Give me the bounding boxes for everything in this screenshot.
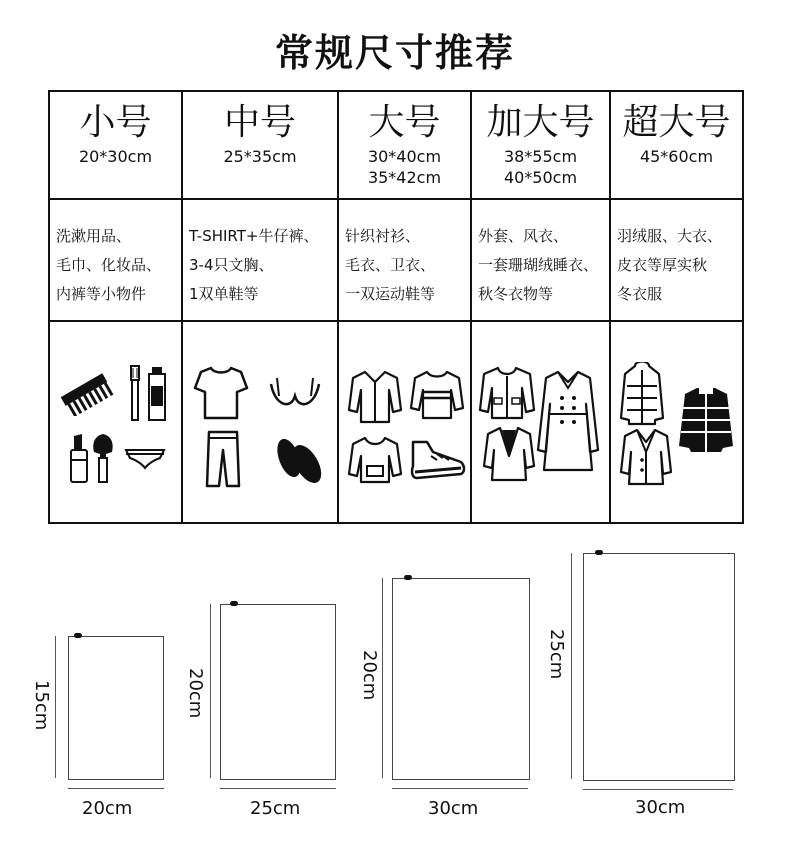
width-arrow (220, 788, 336, 789)
overcoat-icon (619, 428, 673, 486)
cardigan-icon (482, 426, 536, 482)
width-arrow (392, 788, 528, 789)
height-arrow (382, 578, 383, 778)
underwear-icon (124, 448, 166, 470)
trench-coat-icon (536, 370, 600, 474)
height-arrow (210, 604, 211, 778)
icon-cell-xxlarge (610, 321, 743, 523)
hang-hole (74, 633, 82, 638)
comb-icon (58, 370, 114, 416)
makeup-brush-icon (90, 432, 116, 484)
usage-cell-small (49, 199, 182, 321)
usage-text: 针织衬衫、 毛衣、卫衣、 一双运动鞋等 (345, 227, 436, 303)
width-label: 30cm (428, 798, 479, 819)
toothpaste-icon (146, 366, 168, 422)
down-jacket-icon (619, 362, 665, 426)
usage-cell-large (338, 199, 471, 321)
usage-cell-medium (182, 199, 338, 321)
size-dimension: 30*40cm (367, 147, 442, 166)
icon-cell-small (49, 321, 182, 523)
icon-cell-medium (182, 321, 338, 523)
puffer-coat-icon (677, 386, 735, 454)
size-header-medium (182, 91, 338, 199)
width-label: 20cm (82, 798, 133, 819)
hang-hole (404, 575, 412, 580)
size-dimension: 20*30cm (78, 147, 153, 166)
size-header-large (338, 91, 471, 199)
page-title: 常规尺寸推荐 (274, 31, 515, 75)
size-recommendation-table (48, 90, 744, 524)
height-label: 20cm (359, 650, 380, 701)
shirt-icon (347, 370, 403, 424)
bag-diagram (180, 596, 350, 825)
size-name: 加大号 (486, 102, 595, 143)
width-label: 30cm (635, 797, 686, 818)
height-arrow (55, 636, 56, 778)
sweater-icon (409, 370, 465, 420)
size-header-xxlarge (610, 91, 743, 199)
bag-diagram (545, 545, 745, 825)
width-arrow (583, 789, 733, 790)
usage-cell-xlarge (471, 199, 610, 321)
usage-text: 外套、风衣、 一套珊瑚绒睡衣、 秋冬衣物等 (478, 227, 599, 303)
height-label: 25cm (546, 629, 567, 680)
jacket-icon (478, 366, 536, 420)
hang-hole (230, 601, 238, 606)
bag-outline (68, 636, 164, 780)
width-label: 25cm (250, 798, 301, 819)
bag-outline (220, 604, 336, 780)
sneaker-icon (409, 438, 467, 484)
size-dimension: 38*55cm (503, 147, 578, 166)
hang-hole (595, 550, 603, 555)
bag-diagram (30, 620, 170, 825)
bag-outline (583, 553, 735, 781)
toothbrush-icon (128, 364, 142, 422)
jeans-icon (205, 430, 241, 488)
size-name: 小号 (79, 102, 152, 143)
height-label: 15cm (31, 680, 52, 731)
usage-cell-xxlarge (610, 199, 743, 321)
size-name: 超大号 (622, 102, 731, 143)
size-header-small (49, 91, 182, 199)
size-name: 中号 (223, 102, 296, 143)
bag-outline (392, 578, 530, 780)
size-dimension: 40*50cm (503, 168, 578, 187)
size-dimension: 45*60cm (639, 147, 714, 166)
tshirt-icon (193, 366, 249, 420)
size-name: 大号 (368, 102, 441, 143)
size-dimension: 25*35cm (223, 147, 297, 166)
lipstick-icon (68, 434, 90, 484)
icon-cell-large (338, 321, 471, 523)
usage-text: 羽绒服、大衣、 皮衣等厚实秋 冬衣服 (617, 227, 723, 303)
usage-text: T-SHIRT+牛仔裤、 3-4只文胸、 1双单鞋等 (189, 227, 319, 303)
width-arrow (68, 788, 164, 789)
height-arrow (571, 553, 572, 779)
icon-cell-xlarge (471, 321, 610, 523)
usage-text: 洗漱用品、 毛巾、化妆品、 内裤等小物件 (56, 227, 162, 303)
flat-shoes-icon (275, 434, 323, 486)
hoodie-icon (347, 436, 403, 484)
size-dimension: 35*42cm (367, 168, 442, 187)
bag-diagram (360, 570, 540, 825)
height-label: 20cm (185, 668, 206, 719)
bra-icon (269, 376, 321, 412)
size-header-xlarge (471, 91, 610, 199)
